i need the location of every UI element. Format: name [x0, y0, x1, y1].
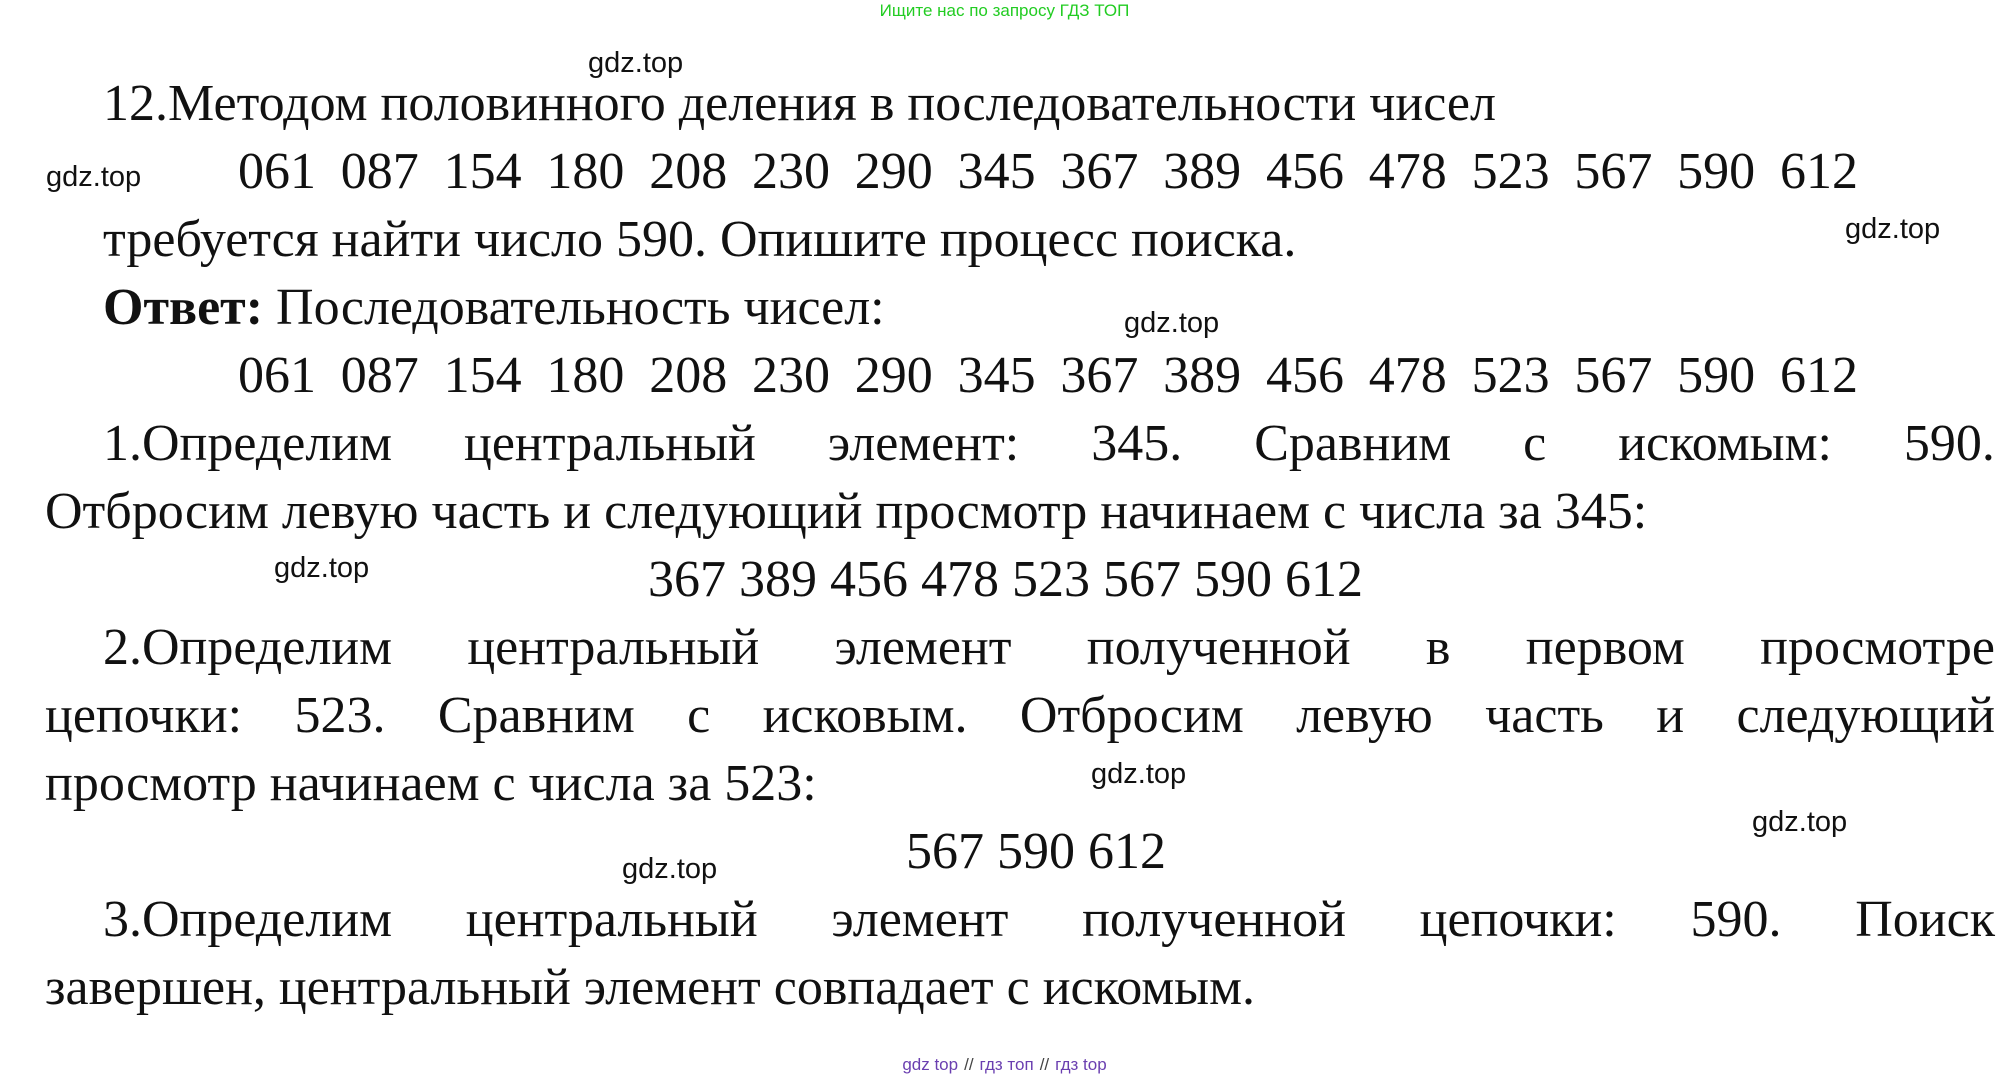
- sequence-number: 230: [751, 143, 830, 200]
- watermark: gdz.top: [588, 47, 684, 79]
- watermark: gdz.top: [622, 853, 718, 885]
- footer-separator: //: [964, 1055, 974, 1074]
- step2-line1: [103, 618, 1995, 678]
- footer-link[interactable]: gdz top: [902, 1055, 959, 1074]
- watermark: gdz.top: [46, 161, 142, 193]
- sequence-number: 478: [1368, 347, 1447, 404]
- sequence-number: 290: [854, 347, 933, 404]
- sequence-number: 087: [340, 347, 419, 404]
- answer-sequence: [238, 346, 1858, 406]
- sequence-number: 590: [1677, 347, 1756, 404]
- sequence-number: 456: [1265, 347, 1344, 404]
- word: с: [687, 687, 711, 744]
- task-question: требуется найти число 590. Опишите процесс поиска.: [103, 211, 1297, 268]
- sequence-number: 567: [1574, 347, 1653, 404]
- footer-link[interactable]: гдз топ: [979, 1055, 1034, 1074]
- sequence-number: 523: [1471, 143, 1550, 200]
- word: элемент:: [827, 415, 1020, 472]
- sequence-number: 590: [1677, 143, 1756, 200]
- step1-line1: [103, 414, 1995, 474]
- step2-line2: [45, 686, 1995, 746]
- sequence-number: 230: [751, 347, 830, 404]
- sequence-number: 456: [1265, 143, 1344, 200]
- sequence-number: 567: [1574, 143, 1653, 200]
- word: исковым.: [762, 687, 968, 744]
- sequence-number: 061: [238, 347, 316, 404]
- watermark: gdz.top: [1124, 307, 1220, 339]
- sequence-number: 208: [649, 347, 728, 404]
- word: Сравним: [437, 687, 635, 744]
- step3-line2: завершен, центральный элемент совпадает с искомым.: [45, 959, 1255, 1016]
- word: искомым:: [1618, 415, 1832, 472]
- word: 2.Определим: [103, 619, 392, 676]
- word: 590.: [1690, 891, 1782, 948]
- sequence-number: 154: [443, 143, 522, 200]
- word: полученной: [1082, 891, 1346, 948]
- word: в: [1425, 619, 1451, 676]
- word: первом: [1525, 619, 1685, 676]
- sequence-number: 523: [1471, 347, 1550, 404]
- word: просмотре: [1760, 619, 1995, 676]
- task-title: 12.Методом половинного деления в последовательности чисел: [103, 75, 1496, 132]
- sequence-number: 290: [854, 143, 933, 200]
- search-banner: Ищите нас по запросу ГДЗ ТОП: [879, 1, 1130, 20]
- footer-links: [0, 1054, 2009, 1076]
- sequence-number: 478: [1368, 143, 1447, 200]
- sequence-number: 087: [340, 143, 419, 200]
- word: 523.: [294, 687, 386, 744]
- sequence-number: 061: [238, 143, 316, 200]
- sequence-number: 345: [957, 347, 1036, 404]
- word: 1.Определим: [103, 415, 392, 472]
- word: следующий: [1736, 687, 1995, 744]
- word: цепочки:: [45, 687, 243, 744]
- word: левую: [1296, 687, 1433, 744]
- word: цепочки:: [1419, 891, 1617, 948]
- sequence-number: 389: [1163, 143, 1242, 200]
- watermark: gdz.top: [1091, 758, 1187, 790]
- step1-line2: Отбросим левую часть и следующий просмотр начинаем с числа за 345:: [45, 483, 1648, 540]
- word: с: [1523, 415, 1547, 472]
- sequence-number: 612: [1779, 347, 1858, 404]
- word: полученной: [1086, 619, 1351, 676]
- sequence-number: 367: [1060, 347, 1139, 404]
- word: 3.Определим: [103, 891, 392, 948]
- word: Сравним: [1254, 415, 1452, 472]
- watermark: gdz.top: [1845, 213, 1941, 245]
- sequence-number: 345: [957, 143, 1036, 200]
- step2-line3: просмотр начинаем с числа за 523:: [45, 755, 817, 812]
- step2-sequence: 567 590 612: [906, 823, 1166, 880]
- sequence-number: 612: [1779, 143, 1858, 200]
- footer-link[interactable]: гдз top: [1055, 1055, 1107, 1074]
- answer-label: Ответ:: [103, 279, 264, 336]
- step1-sequence: 367 389 456 478 523 567 590 612: [648, 551, 1363, 608]
- task-sequence: [238, 142, 1858, 202]
- watermark: gdz.top: [274, 552, 370, 584]
- word: центральный: [467, 619, 760, 676]
- answer-intro: Последовательность чисел:: [263, 279, 885, 336]
- watermark: gdz.top: [1752, 806, 1848, 838]
- sequence-number: 389: [1163, 347, 1242, 404]
- sequence-number: 180: [546, 143, 625, 200]
- word: Поиск: [1855, 891, 1995, 948]
- word: 345.: [1091, 415, 1183, 472]
- sequence-number: 154: [443, 347, 522, 404]
- word: элемент: [831, 891, 1009, 948]
- sequence-number: 367: [1060, 143, 1139, 200]
- word: центральный: [465, 891, 758, 948]
- word: и: [1656, 687, 1685, 744]
- word: центральный: [463, 415, 756, 472]
- sequence-number: 208: [649, 143, 728, 200]
- step3-line1: [103, 890, 1995, 950]
- word: элемент: [834, 619, 1012, 676]
- answer-intro-line: [103, 278, 885, 338]
- sequence-number: 180: [546, 347, 625, 404]
- word: часть: [1485, 687, 1604, 744]
- word: Отбросим: [1019, 687, 1244, 744]
- footer-separator: //: [1039, 1055, 1050, 1074]
- word: 590.: [1903, 415, 1995, 472]
